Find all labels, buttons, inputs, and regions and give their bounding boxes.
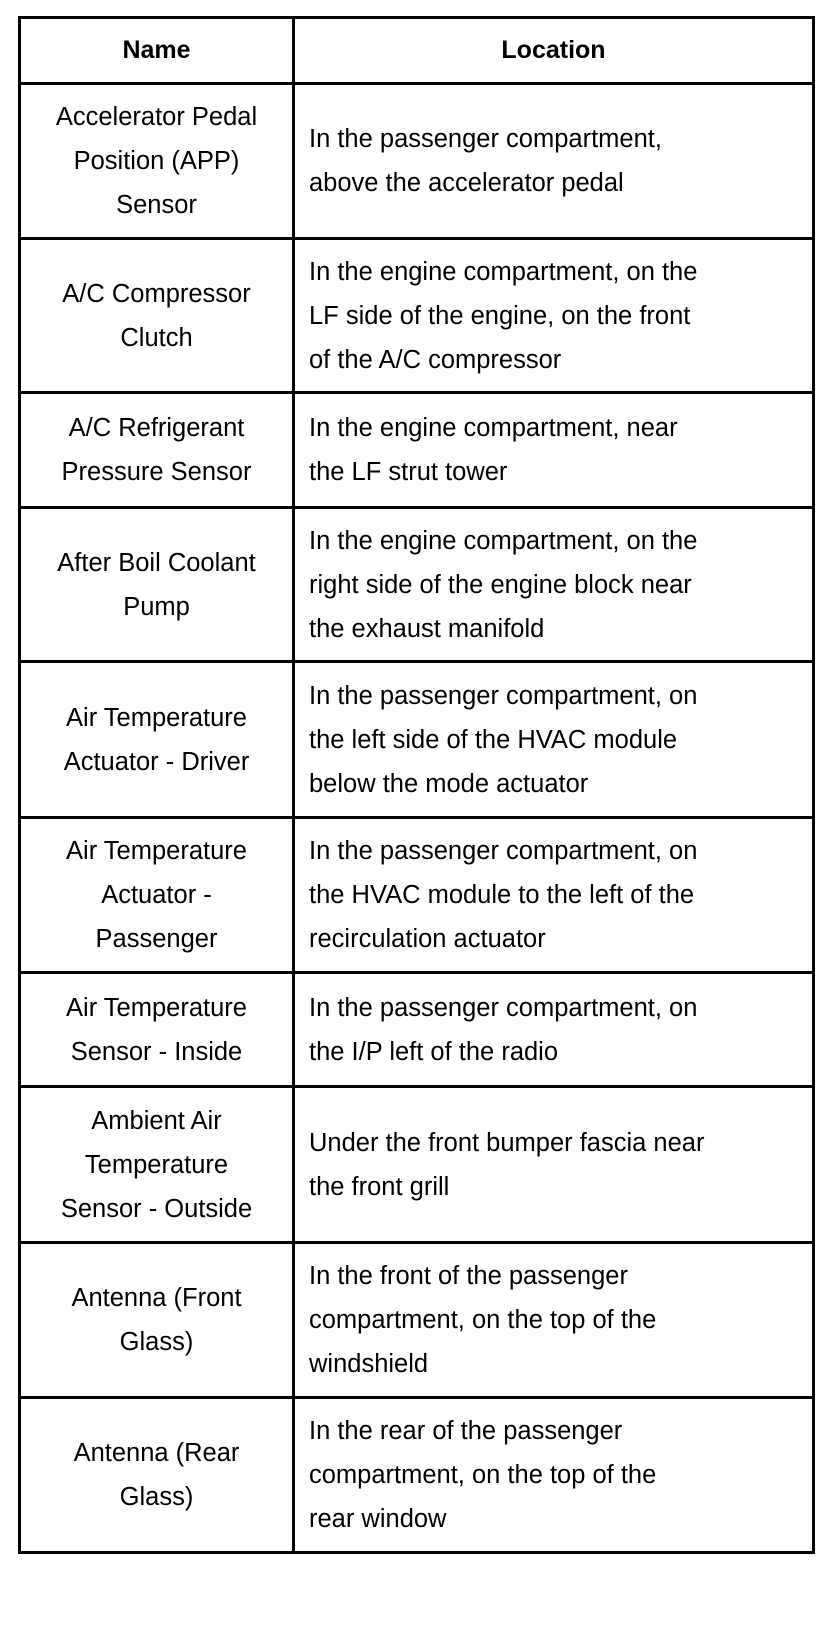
component-name-line: Ambient Air — [91, 1106, 222, 1135]
table-row — [20, 239, 814, 393]
component-location-cell — [294, 1087, 814, 1243]
component-name-cell — [20, 508, 294, 662]
component-location-cell — [294, 818, 814, 973]
component-name-cell — [20, 1087, 294, 1243]
table-row — [20, 1243, 814, 1398]
table-row — [20, 818, 814, 973]
table-row — [20, 508, 814, 662]
component-name-line: Pressure Sensor — [61, 458, 252, 486]
component-name-line: Glass) — [119, 1328, 194, 1356]
component-location-line: In the passenger compartment, on — [309, 837, 698, 865]
column-header-name: Name — [20, 18, 294, 84]
component-name-line: Accelerator Pedal — [55, 103, 258, 131]
component-location-line: below the mode actuator — [309, 769, 589, 798]
component-name-cell — [20, 973, 294, 1087]
component-name-line: A/C Refrigerant — [68, 414, 245, 442]
component-name-line: Passenger — [95, 925, 218, 953]
table-body — [20, 84, 814, 1553]
component-location-cell — [294, 973, 814, 1087]
component-location-line: the exhaust manifold — [309, 614, 545, 643]
component-name-line: Actuator - Driver — [63, 747, 250, 776]
component-location-line: above the accelerator pedal — [309, 169, 624, 197]
component-location-cell — [294, 1398, 814, 1553]
component-name-line: Sensor — [116, 191, 197, 219]
table-row — [20, 1087, 814, 1243]
component-location-line: right side of the engine block near — [309, 570, 692, 599]
component-name-line: Pump — [123, 592, 190, 621]
component-location-cell — [294, 1243, 814, 1398]
component-location-line: compartment, on the top of the — [309, 1461, 657, 1489]
component-name-line: Air Temperature — [66, 703, 247, 732]
component-location-line: In the rear of the passenger — [309, 1417, 623, 1445]
component-name-line: Temperature — [84, 1150, 229, 1179]
table-header — [20, 18, 814, 84]
component-name-line: Actuator - — [101, 881, 212, 909]
component-location-line: In the engine compartment, near — [309, 414, 678, 442]
component-name-line: Sensor - Inside — [70, 1037, 243, 1066]
component-name-line: Antenna (Rear — [73, 1439, 240, 1467]
component-name-line: Clutch — [120, 323, 193, 352]
component-name-line: A/C Compressor — [62, 279, 251, 308]
component-location-line: Under the front bumper fascia near — [309, 1128, 705, 1157]
component-name-line: Sensor - Outside — [60, 1194, 253, 1223]
component-location-line: In the front of the passenger — [309, 1262, 628, 1290]
component-name-line: Air Temperature — [66, 837, 247, 865]
component-name-line: Air Temperature — [66, 993, 247, 1022]
component-name-cell — [20, 393, 294, 508]
component-location-table — [18, 16, 815, 1554]
component-location-line: the front grill — [309, 1172, 450, 1201]
component-name-line: Glass) — [119, 1483, 194, 1511]
column-header-location: Location — [294, 18, 814, 84]
component-name-cell — [20, 1398, 294, 1553]
component-location-cell — [294, 662, 814, 818]
component-location-line: the LF strut tower — [309, 458, 508, 486]
component-location-line: the left side of the HVAC module — [309, 725, 678, 754]
table-row — [20, 84, 814, 239]
component-location-line: LF side of the engine, on the front — [309, 301, 691, 330]
component-name-line: After Boil Coolant — [57, 548, 256, 577]
table-row — [20, 973, 814, 1087]
table-row — [20, 393, 814, 508]
component-location-cell — [294, 393, 814, 508]
component-name-line: Position (APP) — [73, 147, 240, 175]
table-row — [20, 662, 814, 818]
component-location-line: In the passenger compartment, on — [309, 681, 698, 710]
component-name-cell — [20, 818, 294, 973]
component-name-cell — [20, 84, 294, 239]
component-location-line: In the engine compartment, on the — [309, 257, 698, 286]
component-name-line: Antenna (Front — [71, 1284, 242, 1312]
component-name-cell — [20, 1243, 294, 1398]
component-location-cell — [294, 84, 814, 239]
header-row — [20, 18, 814, 84]
component-name-cell — [20, 239, 294, 393]
component-name-cell — [20, 662, 294, 818]
component-location-line: the I/P left of the radio — [309, 1037, 559, 1066]
component-location-cell — [294, 508, 814, 662]
component-location-line: In the engine compartment, on the — [309, 526, 698, 555]
component-location-line: recirculation actuator — [309, 925, 546, 953]
component-location-line: windshield — [309, 1350, 429, 1378]
component-location-line: compartment, on the top of the — [309, 1306, 657, 1334]
component-location-line: In the passenger compartment, on — [309, 993, 698, 1022]
component-location-line: In the passenger compartment, — [309, 125, 662, 153]
component-location-line: the HVAC module to the left of the — [309, 881, 695, 909]
table-row — [20, 1398, 814, 1553]
component-location-line: of the A/C compressor — [309, 345, 562, 374]
component-location-cell — [294, 239, 814, 393]
component-location-line: rear window — [309, 1505, 447, 1533]
